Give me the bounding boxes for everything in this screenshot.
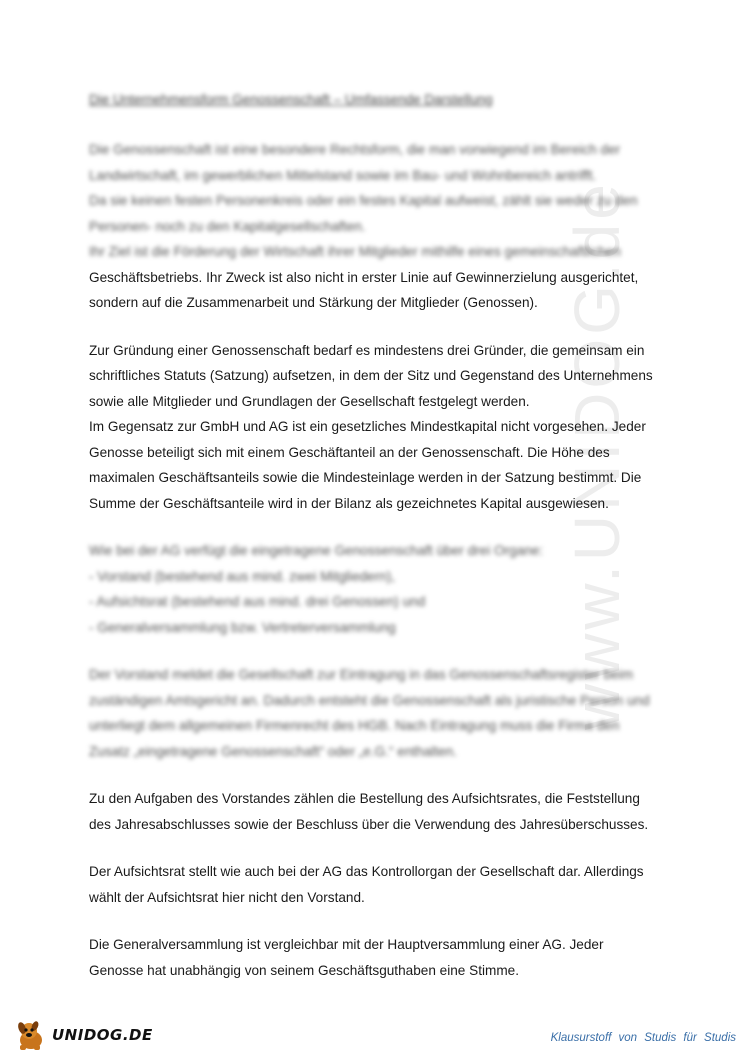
paragraph: [89, 137, 669, 316]
logo-text: UNIDOG.DE: [52, 1026, 153, 1044]
blurred-text-line: - Generalversammlung bzw. Vertreterversammlung: [89, 619, 396, 635]
text-line: des Jahresabschlusses sowie der Beschluss über die Verwendung des Jahresüberschusses.: [89, 816, 649, 832]
blurred-text-line: Personen- noch zu den Kapitalgesellschaften.: [89, 218, 366, 234]
text-line: wählt der Aufsichtsrat hier nicht den Vorstand.: [89, 889, 365, 905]
paragraph: [89, 338, 669, 517]
paragraph: [89, 538, 669, 640]
blurred-text-line: Der Vorstand meldet die Gesellschaft zur Eintragung in das Genossenschaftsregister beim: [89, 667, 634, 682]
text-line: Zur Gründung einer Genossenschaft bedarf es mindestens drei Gründer, die gemeinsam ein: [89, 342, 645, 358]
watermark: www.UNIDOG.de: [561, 180, 633, 730]
text-line: Summe der Geschäftsanteile wird in der Bilanz als gezeichnetes Kapital ausgewiesen.: [89, 495, 609, 511]
unidog-logo: [14, 1018, 153, 1052]
blurred-text-line: Da sie keinen festen Personenkreis oder ein festes Kapital aufweist, zählt sie weder zu den: [89, 193, 638, 208]
blurred-text-line: Die Genossenschaft ist eine besondere Rechtsform, die man vorwiegend im Bereich der: [89, 142, 621, 157]
blurred-text-line: - Aufsichtsrat (bestehend aus mind. drei Genossen) und: [89, 594, 426, 609]
text-line: sowie alle Mitglieder und Grundlagen der Gesellschaft festgelegt werden.: [89, 393, 530, 409]
paragraph: [89, 932, 669, 983]
text-line: Zu den Aufgaben des Vorstandes zählen die Bestellung des Aufsichtsrates, die Feststellung: [89, 791, 640, 806]
text-line: schriftliches Statuts (Satzung) aufsetzen, in dem der Sitz und Gegenstand des Unternehmens: [89, 368, 653, 383]
paragraph-list: [89, 137, 669, 983]
blurred-text-line: Ihr Ziel ist die Förderung der Wirtschaft ihrer Mitglieder mithilfe eines gemeinschaftlichen: [89, 244, 621, 259]
document-title: Die Unternehmensform Genossenschaft – Umfassende Darstellung: [89, 92, 493, 107]
paragraph: [89, 662, 669, 764]
paragraph: [89, 859, 669, 910]
text-line: maximalen Geschäftsanteils sowie die Mindesteinlage werden in der Satzung bestimmt. Die: [89, 470, 642, 485]
text-line: Genosse hat unabhängig von seinem Geschäftsguthaben eine Stimme.: [89, 962, 519, 978]
text-line: Geschäftsbetriebs. Ihr Zweck ist also nicht in erster Linie auf Gewinnerzielung ausgerichtet,: [89, 269, 639, 285]
blurred-text-line: unterliegt dem allgemeinen Firmenrecht des HGB. Nach Eintragung muss die Firma den: [89, 718, 620, 733]
blurred-text-line: - Vorstand (bestehend aus mind. zwei Mitgliedern),: [89, 568, 396, 584]
blurred-text-line: Zusatz „eingetragene Genossenschaft“ oder „e.G.“ enthalten.: [89, 743, 457, 759]
text-line: Im Gegensatz zur GmbH und AG ist ein gesetzliches Mindestkapital nicht vorgesehen. Jeder: [89, 419, 646, 434]
text-line: sondern auf die Zusammenarbeit und Stärkung der Mitglieder (Genossen).: [89, 295, 538, 310]
blurred-text-line: zuständigen Amtsgericht an. Dadurch entsteht die Genossenschaft als juristische Person und: [89, 692, 650, 708]
text-line: Genosse beteiligt sich mit einem Geschäftanteil an der Genossenschaft. Die Höhe des: [89, 444, 610, 460]
blurred-text-line: Wie bei der AG verfügt die eingetragene Genossenschaft über drei Organe:: [89, 543, 544, 558]
dog-mascot-icon: [14, 1018, 48, 1052]
document-body: [89, 92, 669, 1005]
text-line: Der Aufsichtsrat stellt wie auch bei der AG das Kontrollorgan der Gesellschaft dar. Allerdings: [89, 864, 644, 879]
text-line: Die Generalversammlung ist vergleichbar mit der Hauptversammlung einer AG. Jeder: [89, 937, 604, 952]
blurred-text-line: Landwirtschaft, im gewerblichen Mittelstand sowie im Bau- und Wohnbereich antrifft.: [89, 167, 597, 183]
footer-tagline: Klausurstoff von Studis für Studis: [550, 1032, 736, 1044]
paragraph: [89, 786, 669, 837]
